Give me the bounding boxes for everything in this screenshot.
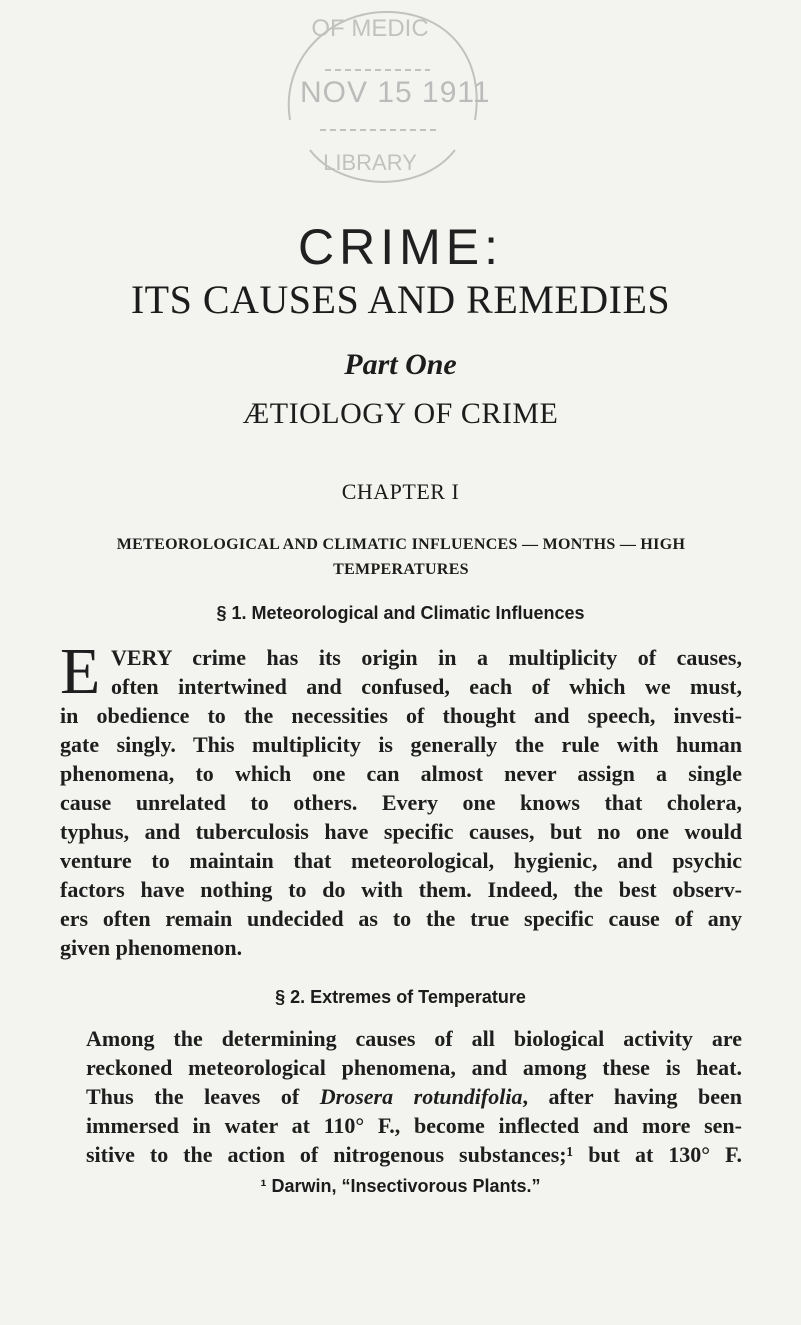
- drop-cap: E: [60, 635, 101, 708]
- text-line: sitive to the action of nitrogenous substances;¹ but at 130° F.: [86, 1142, 742, 1167]
- text-line: Thus the leaves of Drosera rotundifolia, after having been: [86, 1084, 742, 1109]
- chapter-subjects-line: METEOROLOGICAL AND CLIMATIC INFLUENCES — MONTHS — HIGH: [116, 536, 686, 553]
- text-line: typhus, and tuberculosis have specific causes, but no one would: [60, 819, 742, 844]
- paragraph: [60, 635, 742, 962]
- species-name: Drosera rotundifolia: [319, 1084, 523, 1109]
- stamp-date: NOV 15 1911: [300, 76, 491, 109]
- paragraph: [60, 1024, 742, 1169]
- part-label: Part One: [344, 348, 457, 381]
- book-subtitle: ITS CAUSES AND REMEDIES: [130, 277, 671, 322]
- text-line: venture to maintain that meteorological, hygienic, and psychic: [60, 848, 742, 873]
- text-line: in obedience to the necessities of thought and speech, investi-: [60, 703, 742, 728]
- section-heading: § 1. Meteorological and Climatic Influences: [216, 603, 585, 623]
- stamp-arc-top: OF MEDIC: [311, 15, 429, 42]
- section-heading: § 2. Extremes of Temperature: [275, 987, 526, 1007]
- chapter-subjects: [60, 532, 742, 582]
- text-line: Among the determining causes of all biological activity are: [86, 1026, 742, 1051]
- stamp-arc-bottom: LIBRARY: [323, 150, 417, 175]
- text-line: phenomena, to which one can almost never assign a single: [60, 761, 742, 786]
- text-line: often intertwined and confused, each of which we must,: [111, 674, 742, 699]
- book-title: CRIME:: [298, 219, 503, 275]
- footnote: ¹ Darwin, “Insectivorous Plants.”: [260, 1176, 541, 1196]
- text-line: immersed in water at 110° F., become inflected and more sen-: [86, 1113, 742, 1138]
- chapter-label: CHAPTER I: [341, 479, 460, 504]
- text-line: VERY crime has its origin in a multiplicity of causes,: [111, 645, 742, 670]
- text-line: given phenomenon.: [60, 935, 243, 960]
- text-line: ers often remain undecided as to the true specific cause of any: [60, 906, 742, 931]
- text-line: cause unrelated to others. Every one knows that cholera,: [60, 790, 742, 815]
- text-line: reckoned meteorological phenomena, and among these is heat.: [86, 1055, 742, 1080]
- chapter-subjects-line: TEMPERATURES: [333, 561, 469, 578]
- text-line: gate singly. This multiplicity is generally the rule with human: [60, 732, 742, 757]
- text-line: factors have nothing to do with them. Indeed, the best observ-: [60, 877, 742, 902]
- part-title: ÆTIOLOGY OF CRIME: [242, 397, 559, 430]
